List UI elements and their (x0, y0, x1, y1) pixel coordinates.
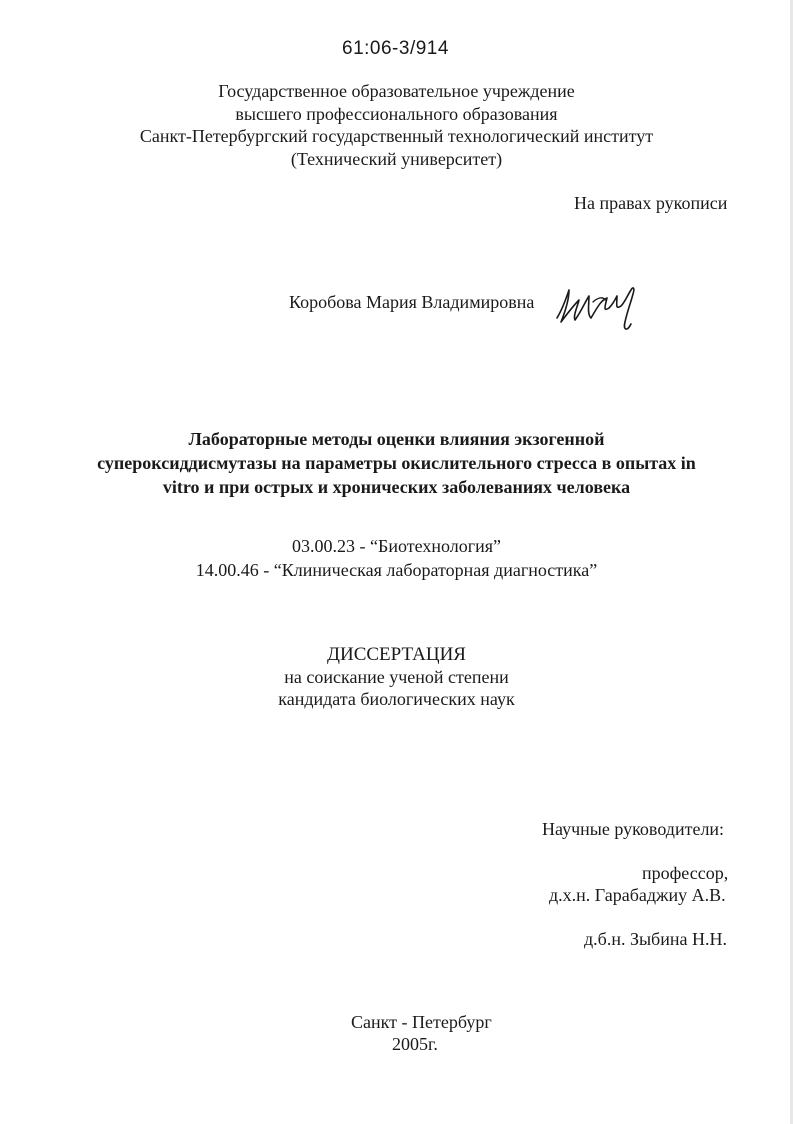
author-name: Коробова Мария Владимировна (289, 292, 535, 312)
degree-line-1: на соискание ученой степени (284, 667, 509, 687)
title-line-1: Лабораторные методы оценки влияния экзогенной (188, 429, 605, 449)
institution-line-2: высшего профессионального образования (235, 104, 558, 124)
institution-line-4: (Технический университет) (290, 149, 503, 169)
city: Санкт - Петербург (351, 1012, 492, 1032)
specialty-line-2: 14.00.46 - “Клиническая лабораторная диагностика” (195, 560, 598, 580)
dissertation-title (0, 427, 793, 499)
author-signature (553, 278, 649, 338)
degree-line-2: кандидата биологических наук (278, 689, 515, 709)
institution-line-1: Государственное образовательное учреждение (218, 81, 575, 101)
specialty-line-1: 03.00.23 - “Биотехнология” (292, 536, 501, 556)
title-line-3: vitro и при острых и хронических заболеваниях человека (162, 477, 631, 497)
degree-heading: ДИССЕРТАЦИЯ (327, 644, 466, 665)
supervisor-1-title: профессор, (642, 863, 729, 883)
catalog-stamp: 61:06-3/914 (342, 38, 449, 59)
supervisor-1-name: д.х.н. Гарабаджиу А.В. (549, 885, 726, 905)
institution-line-3: Санкт-Петербургский государственный технологический институт (139, 126, 654, 146)
supervisor-2-name: д.б.н. Зыбина Н.Н. (584, 929, 727, 949)
year: 2005г. (392, 1034, 438, 1054)
manuscript-rights: На правах рукописи (574, 193, 728, 213)
title-line-2: супероксиддисмутазы на параметры окислительного стресса в опытах in (97, 453, 696, 473)
supervisors-heading: Научные руководители: (542, 819, 725, 839)
